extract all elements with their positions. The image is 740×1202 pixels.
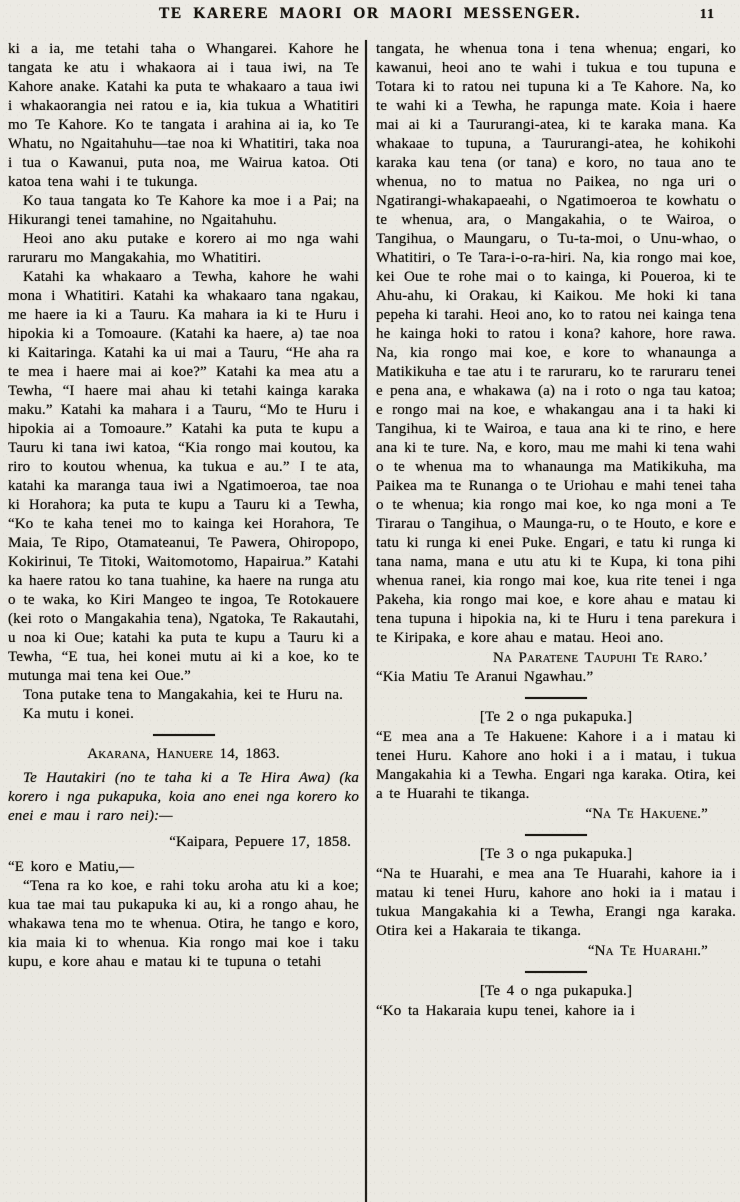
letter-number-heading: [Te 2 o nga pukapuka.] [479, 709, 633, 725]
section-rule [525, 834, 587, 836]
letter-number-heading: [Te 3 o nga pukapuka.] [479, 846, 633, 862]
letter-salutation: “E koro e Matiu,— [8, 859, 135, 875]
paragraph: “Tena ra ko koe, e rahi toku aroha atu ki a koe; kua tae mai tau pukapuka ki au, ki a rongo ahau, he whakawa tena mo te whenua. Otira, he tango e koro, kia maia ki to whenua. Kia rongo mai koe i taku kupu, e kore ahau e matau ki te tupuna o tetahi [8, 878, 359, 970]
paragraph: ki a ia, me tetahi taha o Whangarei. Kahore he tangata ke atu i whakaora ai i taua iwi, na Te Kahore anake. Katahi ka puta te whakaaro a taua iwi i whakaorangia nei ratou e ia, kia tukua a Whatitiri mo Te Kahore. Ko te tangata i arahina ai ia, ko Te Whatu, no Ngaitahuhu—tae noa ki Whatitiri, taka noa i tua o Kawanui, puta noa, me Wairua katoa. Oti katoa tena wahi i te tukunga. [8, 41, 359, 190]
signature-line: “Na Te Huarahi.” [587, 943, 708, 959]
column-right [367, 40, 736, 1202]
paragraph: Heoi ano aku putake e korero ai mo nga wahi raruraru mo Mangakahia, mo Whatitiri. [8, 231, 359, 266]
letter-number-heading: [Te 4 o nga pukapuka.] [479, 983, 633, 999]
letter-dateline: “Kaipara, Pepuere 17, 1858. [169, 834, 351, 850]
paragraph: Tona putake tena to Mangakahia, kei te Huru na. [23, 687, 344, 703]
newspaper-masthead-title: TE KARERE MAORI OR MAORI MESSENGER. [158, 5, 582, 22]
signature-line: Na Paratene Taupuhi Te Raro.’ [492, 650, 708, 666]
letter-addressee-line: “Kia Matiu Te Aranui Ngawhau.” [376, 669, 594, 685]
paragraph: Katahi ka whakaaro a Tewha, kahore he wahi mona i Whatitiri. Katahi ka whakaaro tana ngakau, me haere ia ki a Tauru. Ka mahara ia ki te Huru i hipokia ki a Tomoaure. (Katahi ka haere, a) tae noa ki Kaitaringa. Katahi ka ui mai a Tauru, “He aha ra te mea i haere mai ai koe?” Katahi ka mea atu a Tewha, “I haere mai ahau ki tetahi kainga karaka maku.” Katahi ka mahara i a Tauru, “Mo te Huru i hipokia ai a Tomoaure.” Katahi ka puta te kupu a Tauru ki tana iwi katoa, “Kia rongo mai koutou, ka riro to koutou whenua, ka tukua e au.” I te ata, katahi ka maranga taua iwi a Ngatimoeroa, tae noa ki Horahora; ka puta te kupu a Tauru ki a Tewha, “Ko te kaha tenei mo to kainga kei Horahora, Te Maia, Te Ripo, Otamateanui, Te Pawera, Ohiropopo, Kokirinui, Te Titoki, Waitomotomo, Hapairua.” Katahi ka haere ratou ko tana tuahine, ka haere na runga atu o te waka, ko Kiri Mangeo te ingoa, Te Rotokauere (kei roto o Mangakahia tena), Ngatoka, Te Rakautahi, u noa ki Oue; katahi ka puta te kupu a Tauru ki a Tewha, “E tua, hei konei mutu ai ki a koe, ko te mutunga mai tena kei Oue.” [8, 269, 359, 684]
paragraph: Ko taua tangata ko Te Kahore ka moe i a Pai; na Hikurangi tenei tamahine, no Ngaitahuhu. [8, 193, 359, 228]
section-rule [525, 697, 587, 699]
paragraph: tangata, he whenua tona i tena whenua; engari, ko kawanui, heoi ano te wahi i tukua e tou tupuna e Totara ki to ratou nei tupuna ki a Te Kahore. Na, ko te wahi ki a Tewha, he rapunga mate. Koia i haere mai ai ki a Taururangi-atea, ki te karaka mana. Ka whakaae to tupuna, a Taururangi-atea, he kohikohi karaka kau tena (or tana) e koro, no taua ano te whenua, no to matua no Paikea, no nga uri o Ngatirangi-whakapaeahi, o Ngatimoeroa te kowhatu o te whenua, ara, o Mangakahia, o te Wairoa, o Tangihua, o Maungaru, o Tu-ta-moi, o Unu-whao, o Whatitiri, o Te Tara-i-o-ra-hiri. Na, kia rongo mai koe, kei Oue te rohe mai o to kainga, ki Poueroa, ki te Ahu-ahu, ki Orakau, ki Kaikou. Me hoki ki tana pepeha ki tarahi. Heoi ano, ko to ratou nei kainga tena he kainga hoki to ratou i kona? kahore, hore rawa. Na, kia rongo mai koe, e kore to whanaunga a Matikikuha e tae atu i te raruraru, ko te raruraru tenei e pena ana, e whakawa (a) na i roto o nga tau katoa; e rongo mai na koe, e whakangau ana i ta haki ki Tangihua, ki te Wairoa, e taua ana ki te rino, e here ana ki te ture. Na, e koro, mau me mahi ki tena wahi o te whenua ma to whanaunga ma Matikikuha, ma Paikea ma te Runanga o te Uriohau e mahi tenei taha o te whenua; kia rongo mai koe, ko nga moni a Te Tirarau o Tangihua, o Maunga-ru, o te Houto, e kore e tatu ki runga ki enei Puke. Engari, e tatu ki runga ki tana nama, mana e utu atu ki te Kupa, ki tona pihi whenua ranei, kia rongo mai koe, kua rite tenei i nga Pakeha, kia rongo mai koe, e kore ahau e matau ki tena tupuna i hipokia na, ki te Huru i tena parekura i te Kiripaka, e kore ahau e matau. Heoi ano. [376, 41, 736, 646]
column-left [8, 40, 365, 1202]
paragraph: “E mea ana a Te Hakuene: Kahore i a i matau ki tenei Huru. Kahore ano hoki i a i matau, i tukua Mangakahia ki a Tewha. Engari nga karaka. Otira, kei a te Huarahi te tikanga. [376, 729, 736, 802]
section-rule [525, 971, 587, 973]
paragraph: “Ko ta Hakaraia kupu tenei, kahore ia i [376, 1003, 635, 1019]
page-header [0, 5, 740, 31]
page-number: 11 [699, 7, 715, 22]
paragraph: Ka mutu i konei. [23, 706, 135, 722]
section-rule [153, 734, 215, 736]
editorial-note-paragraph: Te Hautakiri (no te taha ki a Te Hira Awa) (ka korero i nga pukapuka, koia ano enei nga korero ko enei e mau i raro nei):— [8, 770, 359, 824]
two-column-layout [8, 40, 736, 1202]
dateline-heading: Akarana, Hanuere 14, 1863. [87, 746, 280, 762]
signature-line: “Na Te Hakuene.” [585, 806, 708, 822]
paragraph: “Na te Huarahi, e mea ana Te Huarahi, kahore ia i matau ki tenei Huru, kahore ano hoki ia i matau i tukua Mangakahia ki a Tewha, Erangi nga karaka. Otira kei a Hakaraia te tikanga. [376, 866, 736, 939]
